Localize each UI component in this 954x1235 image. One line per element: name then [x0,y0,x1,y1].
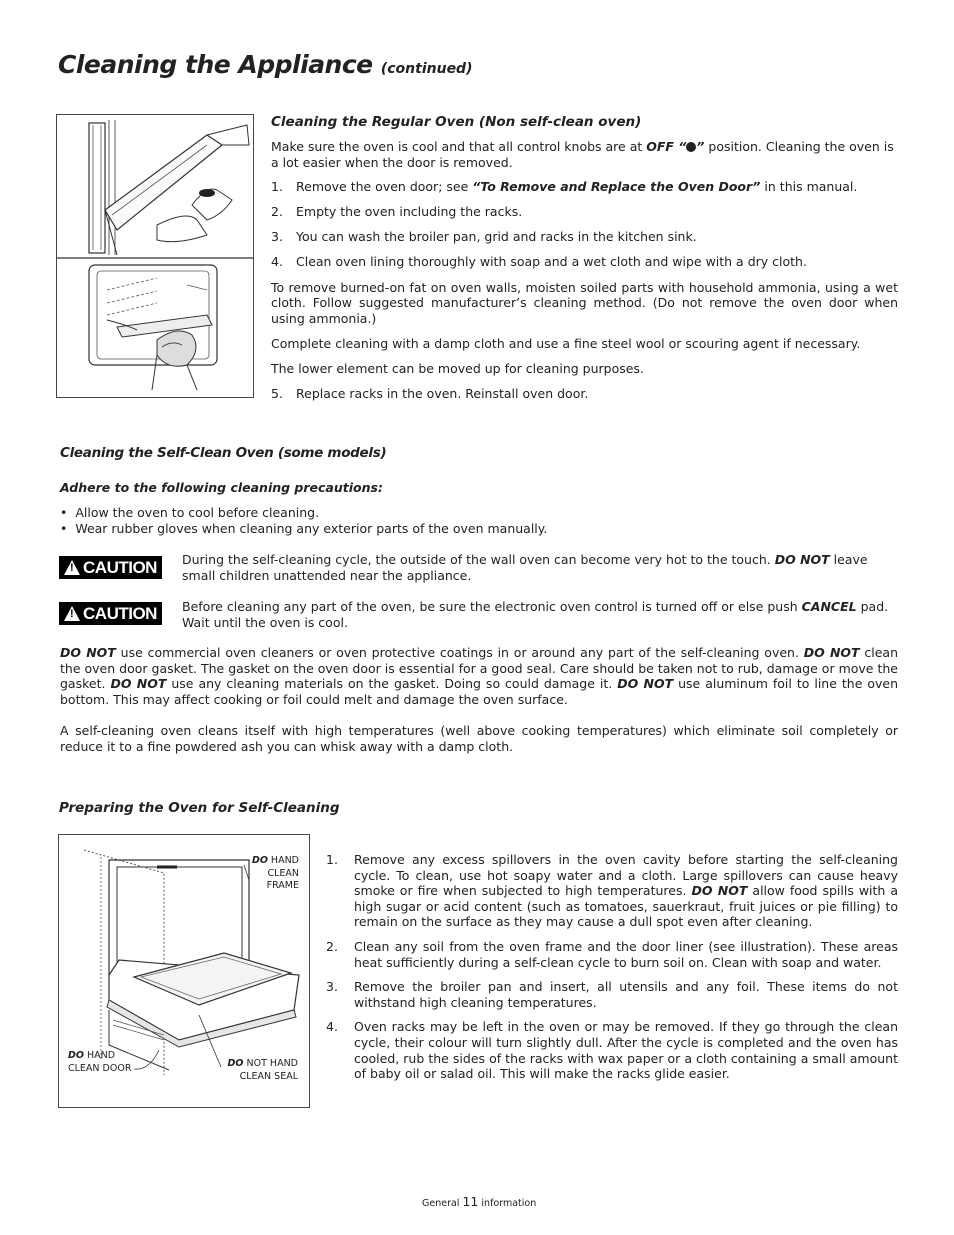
caution-label: CAUTION [83,603,157,623]
door-reference: “To Remove and Replace the Oven Door” [472,179,761,195]
preparing-step-2 [326,939,898,970]
label-not-hand-clean-seal [228,1058,298,1083]
label-hand-clean-door [68,1050,131,1075]
caution-text: During the self-cleaning cycle, the outside of the wall oven can become very hot to the touch. [182,552,775,567]
caution-badge [59,556,162,579]
regular-intro [271,139,898,170]
precaution-item [60,521,900,537]
precaution-text: Allow the oven to cool before cleaning. [75,505,320,520]
regular-step-4 [271,254,898,270]
title-continued: (continued) [380,61,473,77]
step-text: Replace racks in the oven. Reinstall oven door. [296,386,589,402]
page-number: 11 [462,1194,479,1209]
caution-1-text [182,552,898,583]
page-title [58,50,472,79]
precaution-item [60,505,900,521]
do-label: DO [251,855,268,866]
regular-step-1 [271,179,898,195]
regular-oven-figure [56,114,254,398]
step-text: You can wash the broiler pan, grid and racks in the kitchen sink. [296,229,697,245]
precautions-heading: Adhere to the following cleaning precautions: [60,480,383,495]
caution-text-end: pad. Wait until the oven is cool. [182,599,889,630]
do-not-label: DO NOT [110,676,167,692]
step-text-end: allow food spills with a high sugar or acid content (such as tomatoes, sauerkraut, fruit juices or pie filling) to remain on the surface as they may cause a dull spot even after cleaning. [354,883,898,930]
step-text: Empty the oven including the racks. [296,204,523,220]
regular-fat-paragraph: To remove burned-on fat on oven walls, moisten soiled parts with household ammonia, using a wet cloth. Follow suggested manufacturer’s cleaning method. (Do not remove the oven door when using ammonia.) [271,279,898,326]
step-number: 4. [326,1019,338,1035]
do-not-paragraph [60,645,898,707]
page-footer [422,1194,536,1209]
label-text: CLEAN [267,867,299,879]
step-number: 2. [271,204,283,220]
oven-door-removal-illustration [57,115,253,397]
label-text: NOT HAND [243,1058,298,1069]
off-quote-end: ” [696,139,705,154]
label-text: HAND [267,855,299,866]
intro-text: Make sure the oven is cool and that all control knobs are at [271,139,647,154]
step-text: Oven racks may be left in the oven or may be removed. If they go through the clean cycle, their colour will turn slightly dull. After the cycle is completed and the oven has cooled, rub the sides of the racks with wax paper or a cloth containing a small amount of baby oil or salad oil. This will make the racks glide easier. [354,1019,898,1082]
caution-label: CAUTION [83,557,157,577]
label-hand-clean-frame [252,855,299,893]
step-text: Remove the oven door; see [296,179,473,195]
precautions-list [60,505,900,536]
label-text: FRAME [266,880,299,891]
footer-left: General [422,1198,460,1209]
caution-badge [59,602,162,625]
caution-text: Before cleaning any part of the oven, be sure the electronic oven control is turned off or else push [182,599,802,614]
preparing-step-3 [326,979,898,1010]
warning-triangle-icon: ! [64,606,80,621]
label-text: HAND [83,1050,116,1061]
step-number: 4. [271,254,283,270]
paragraph-text: use any cleaning materials on the gasket. Doing so could damage it. [166,676,618,692]
step-number: 3. [326,979,338,995]
regular-complete-paragraph: Complete cleaning with a damp cloth and use a fine steel wool or scouring agent if necessary. [271,335,861,351]
do-not-label: DO NOT [617,676,674,692]
do-label: DO [68,1050,84,1061]
step-number: 5. [271,386,283,402]
do-label: DO [227,1058,244,1069]
step-text-end: in this manual. [760,179,858,195]
selfclean-heading: Cleaning the Self-Clean Oven (some models) [60,445,387,461]
title-text: Cleaning the Appliance [58,50,373,79]
bullet-icon: • [60,505,76,520]
step-text: Clean any soil from the oven frame and the door liner (see illustration). These areas heat sufficiently during a self-clean cycle to burn soil on. Clean with soap and water. [354,938,898,970]
do-not-label: DO NOT [691,883,748,899]
bullet-icon: • [60,520,76,536]
step-number: 3. [271,229,283,245]
do-not-label: DO NOT [774,552,830,567]
do-not-label: DO NOT [803,645,860,660]
preparing-step-4 [326,1019,898,1081]
footer-right: information [481,1198,537,1209]
step-number: 2. [326,938,338,954]
step-number: 1. [271,179,283,195]
regular-step-5 [271,386,898,402]
regular-step-2 [271,204,898,220]
step-number: 1. [326,852,338,867]
paragraph-text: clean the oven door gasket. The gasket on the oven door is essential for a good seal. Care should be taken not to rub, damage or move the gasket. [60,645,899,692]
preparing-step-1 [326,852,898,930]
intro-text-end: position. Cleaning the oven is a lot easier when the door is removed. [271,139,894,170]
regular-step-3 [271,229,898,245]
label-text: CLEAN SEAL [239,1070,298,1082]
step-text: Remove any excess spillovers in the oven cavity before starting the self-cleaning cycle. To clean, use hot soapy water and a cloth. Large spillovers can cause heavy smoke or fire when subjected to high temperatures. [354,852,898,899]
do-not-label: DO NOT [60,645,116,660]
regular-oven-heading: Cleaning the Regular Oven (Non self-clean oven) [271,114,642,130]
caution-text-end: leave small children unattended near the appliance. [182,552,868,583]
off-dot-icon [686,142,696,152]
self-clean-oven-figure [58,834,310,1108]
label-text: CLEAN DOOR [68,1062,132,1074]
step-text: Remove the broiler pan and insert, all utensils and any foil. These items do not withstand high cleaning temperatures. [354,979,898,1010]
off-label: OFF “ [646,139,687,154]
paragraph-text: use aluminum foil to line the oven bottom. This may affect cooking or foil could melt and damage the oven surface. [60,676,898,707]
preparing-heading: Preparing the Oven for Self-Cleaning [59,800,340,816]
paragraph-text: use commercial oven cleaners or oven protective coatings in or around any part of the self-cleaning oven. [115,645,804,660]
warning-triangle-icon: ! [64,560,80,575]
regular-lower-paragraph: The lower element can be moved up for cleaning purposes. [271,360,644,376]
precaution-text: Wear rubber gloves when cleaning any exterior parts of the oven manually. [75,520,548,536]
regular-oven-section [271,114,898,402]
cancel-pad-label: CANCEL [801,599,857,614]
step-text: Clean oven lining thoroughly with soap and a wet cloth and wipe with a dry cloth. [296,254,807,270]
self-clean-temperature-paragraph: A self-cleaning oven cleans itself with high temperatures (well above cooking temperatures) which eliminate soil completely or reduce it to a fine powdered ash you can whisk away with a damp cloth. [60,723,898,754]
preparing-steps [326,852,898,1082]
caution-2-text [182,599,898,630]
